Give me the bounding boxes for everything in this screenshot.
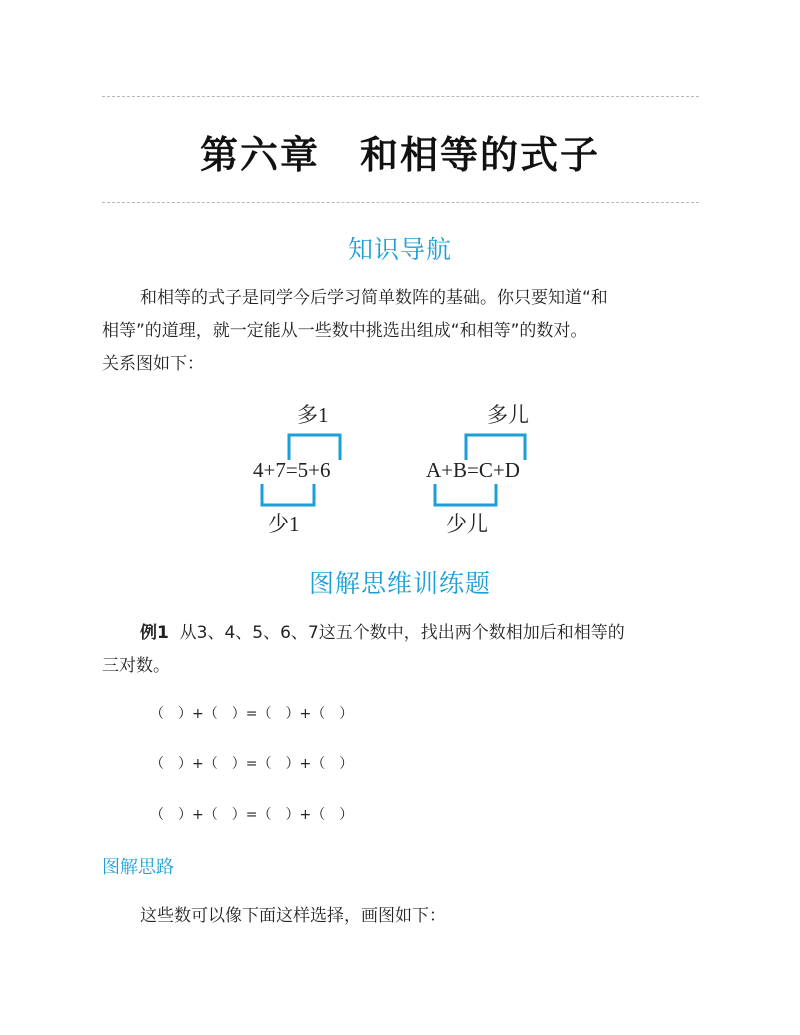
left-top-label: 多1: [297, 403, 329, 427]
example-paragraph: [102, 617, 702, 683]
right-bottom-label: 少儿: [446, 512, 488, 536]
intro-paragraph: [102, 282, 702, 381]
intro-line-1: 和相等的式子是同学今后学习简单数阵的基础。你只要知道“和: [140, 288, 608, 308]
title-divider: [102, 202, 699, 203]
example-line-2: 三对数。: [102, 656, 170, 676]
solution-paragraph: [102, 900, 702, 933]
equation-row-3: （ ）+（ ）=（ ）+（ ）: [150, 807, 354, 823]
section-title-knowledge: 知识导航: [347, 235, 452, 264]
intro-line-3: 关系图如下：: [102, 354, 204, 374]
right-equation: A+B=C+D: [426, 458, 520, 482]
right-top-bracket: [466, 435, 525, 460]
left-bottom-label: 少1: [268, 512, 300, 536]
relation-diagram: [0, 392, 800, 542]
equation-row-2: （ ）+（ ）=（ ）+（ ）: [150, 756, 354, 772]
solution-heading: 图解思路: [102, 857, 174, 878]
left-top-bracket: [289, 435, 340, 460]
left-equation: 4+7=5+6: [253, 458, 331, 482]
example-label: 例1: [140, 623, 169, 643]
chapter-title: 第六章 和相等的式子: [199, 133, 600, 177]
equation-row-1: （ ）+（ ）=（ ）+（ ）: [150, 706, 354, 722]
example-line-1: 例1 从3、4、5、6、7这五个数中，找出两个数相加后和相等的: [140, 623, 625, 643]
solution-line: 这些数可以像下面这样选择，画图如下：: [140, 906, 446, 926]
top-divider: [102, 96, 699, 97]
section-title-training: 图解思维训练题: [308, 569, 491, 598]
intro-line-2: 相等”的道理，就一定能从一些数中挑选出组成“和相等”的数对。: [102, 321, 588, 341]
right-top-label: 多儿: [487, 403, 529, 427]
right-bottom-bracket: [435, 484, 496, 505]
left-bottom-bracket: [262, 484, 314, 505]
